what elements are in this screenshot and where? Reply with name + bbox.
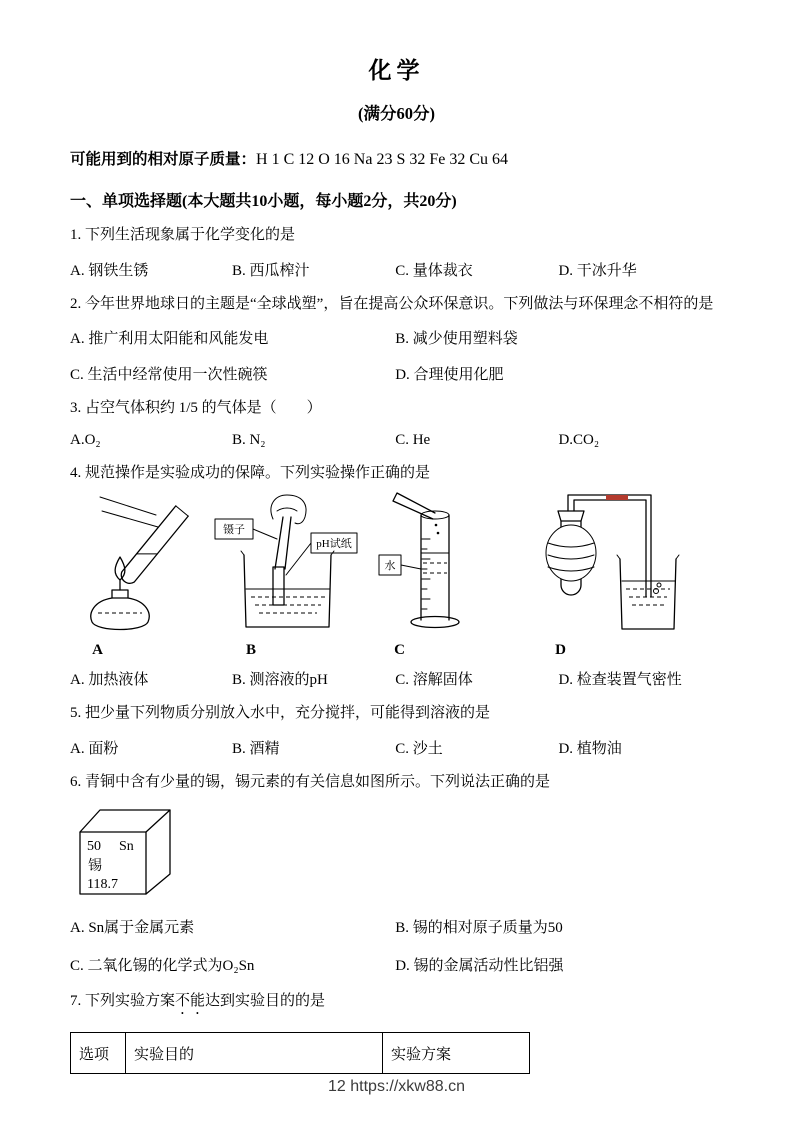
element-name: 锡 bbox=[88, 859, 102, 874]
atomic-number: 50 bbox=[87, 839, 101, 854]
question-6-options bbox=[70, 916, 723, 975]
question-6 bbox=[70, 773, 723, 976]
question-1-text: 1. 下列生活现象属于化学变化的是 bbox=[70, 227, 296, 243]
figure-c bbox=[377, 489, 492, 659]
option-b: B. 西瓜榨汁 bbox=[231, 262, 310, 279]
question-2-options bbox=[70, 327, 723, 384]
table-header-option: 选项 bbox=[71, 1033, 126, 1074]
option-d: D. 检查装置气密性 bbox=[558, 672, 682, 688]
dissolving-solid-diagram bbox=[377, 489, 492, 641]
question-5-text: 5. 把少量下列物质分别放入水中，充分搅拌，可能得到溶液的是 bbox=[70, 705, 491, 721]
atomic-mass: 118.7 bbox=[87, 877, 118, 892]
option-a: A. Sn属于金属元素 bbox=[70, 920, 195, 936]
question-7-table bbox=[70, 1032, 530, 1074]
page-subtitle: (满分60分) bbox=[358, 104, 435, 123]
water-label: 水 bbox=[384, 560, 396, 572]
question-5 bbox=[70, 704, 723, 758]
question-7-prefix: 7. 下列实验方案 bbox=[70, 993, 176, 1009]
option-c: C. 沙土 bbox=[395, 740, 443, 757]
option-b: B. 酒精 bbox=[231, 740, 280, 757]
question-3-options bbox=[70, 432, 723, 449]
figure-b-label: B bbox=[245, 642, 256, 658]
tweezers-label: 镊子 bbox=[223, 524, 245, 536]
question-4-options bbox=[70, 668, 723, 689]
question-5-options bbox=[70, 737, 723, 758]
heating-liquid-diagram bbox=[70, 489, 195, 641]
figure-c-label: C bbox=[394, 642, 405, 658]
option-a: A. 加热液体 bbox=[70, 672, 149, 688]
option-b: B. 减少使用塑料袋 bbox=[395, 331, 518, 347]
figure-d bbox=[508, 489, 683, 659]
option-a: A. 推广利用太阳能和风能发电 bbox=[70, 331, 269, 347]
question-7-emphasis: 不能 bbox=[175, 993, 206, 1009]
question-1 bbox=[70, 226, 723, 280]
option-c: C. 生活中经常使用一次性碗筷 bbox=[70, 367, 268, 383]
atomic-mass-label: 可能用到的相对原子质量： bbox=[70, 151, 257, 168]
option-a: A.O₂ bbox=[70, 431, 101, 448]
figure-a bbox=[70, 489, 195, 659]
section-heading: 一、单项选择题(本大题共10小题，每小题2分，共20分) bbox=[70, 193, 457, 210]
question-7 bbox=[70, 992, 723, 1074]
question-2 bbox=[70, 295, 723, 385]
page-title: 化学 bbox=[368, 58, 425, 83]
question-2-text: 2. 今年世界地球日的主题是“全球战塑”，旨在提高公众环保意识。下列做法与环保理念不相符的是 bbox=[70, 295, 714, 312]
option-b: B. N₂ bbox=[231, 431, 266, 448]
element-symbol: Sn bbox=[119, 839, 134, 854]
question-4-text: 4. 规范操作是实验成功的保障。下列实验操作正确的是 bbox=[70, 464, 431, 481]
option-a: A. 钢铁生锈 bbox=[70, 262, 149, 279]
ph-test-diagram bbox=[211, 489, 361, 641]
option-d: D. 合理使用化肥 bbox=[395, 367, 504, 383]
option-d: D. 锡的金属活动性比铝强 bbox=[395, 958, 564, 974]
question-6-text: 6. 青铜中含有少量的锡，锡元素的有关信息如图所示。下列说法正确的是 bbox=[70, 773, 551, 790]
option-d: D.CO₂ bbox=[558, 431, 600, 448]
question-1-options bbox=[70, 259, 723, 280]
option-c: C. 二氧化锡的化学式为O₂Sn bbox=[70, 958, 255, 974]
option-d: D. 植物油 bbox=[558, 740, 622, 757]
table-header-purpose: 实验目的 bbox=[126, 1033, 383, 1074]
page-footer: 12 https://xkw88.cn bbox=[328, 1078, 465, 1095]
option-b: B. 测溶液的pH bbox=[231, 672, 328, 688]
question-3 bbox=[70, 399, 723, 449]
question-7-suffix: 达到实验目的的是 bbox=[205, 993, 326, 1009]
atomic-mass-line bbox=[70, 147, 723, 169]
ph-paper-label: pH试纸 bbox=[316, 538, 352, 550]
figure-a-label: A bbox=[92, 642, 103, 658]
tin-element-cube bbox=[72, 802, 177, 902]
table-header-plan: 实验方案 bbox=[383, 1033, 530, 1074]
question-3-text: 3. 占空气体积约 1/5 的气体是（ ） bbox=[70, 400, 322, 416]
option-c: C. 量体裁衣 bbox=[395, 262, 473, 279]
question-4-figures bbox=[70, 489, 723, 659]
atomic-mass-values: H 1 C 12 O 16 Na 23 S 32 Fe 32 Cu 64 bbox=[256, 151, 509, 168]
element-info-figure bbox=[72, 802, 723, 902]
option-c: C. 溶解固体 bbox=[395, 672, 473, 688]
table-row bbox=[71, 1033, 530, 1074]
option-a: A. 面粉 bbox=[70, 740, 119, 757]
question-4 bbox=[70, 464, 723, 690]
option-c: C. He bbox=[395, 431, 431, 448]
option-d: D. 干冰升华 bbox=[558, 262, 637, 279]
figure-b bbox=[211, 489, 361, 659]
question-7-text bbox=[70, 992, 723, 1018]
gas-tightness-diagram bbox=[508, 489, 683, 641]
option-b: B. 锡的相对原子质量为50 bbox=[395, 920, 563, 936]
figure-d-label: D bbox=[555, 642, 566, 658]
